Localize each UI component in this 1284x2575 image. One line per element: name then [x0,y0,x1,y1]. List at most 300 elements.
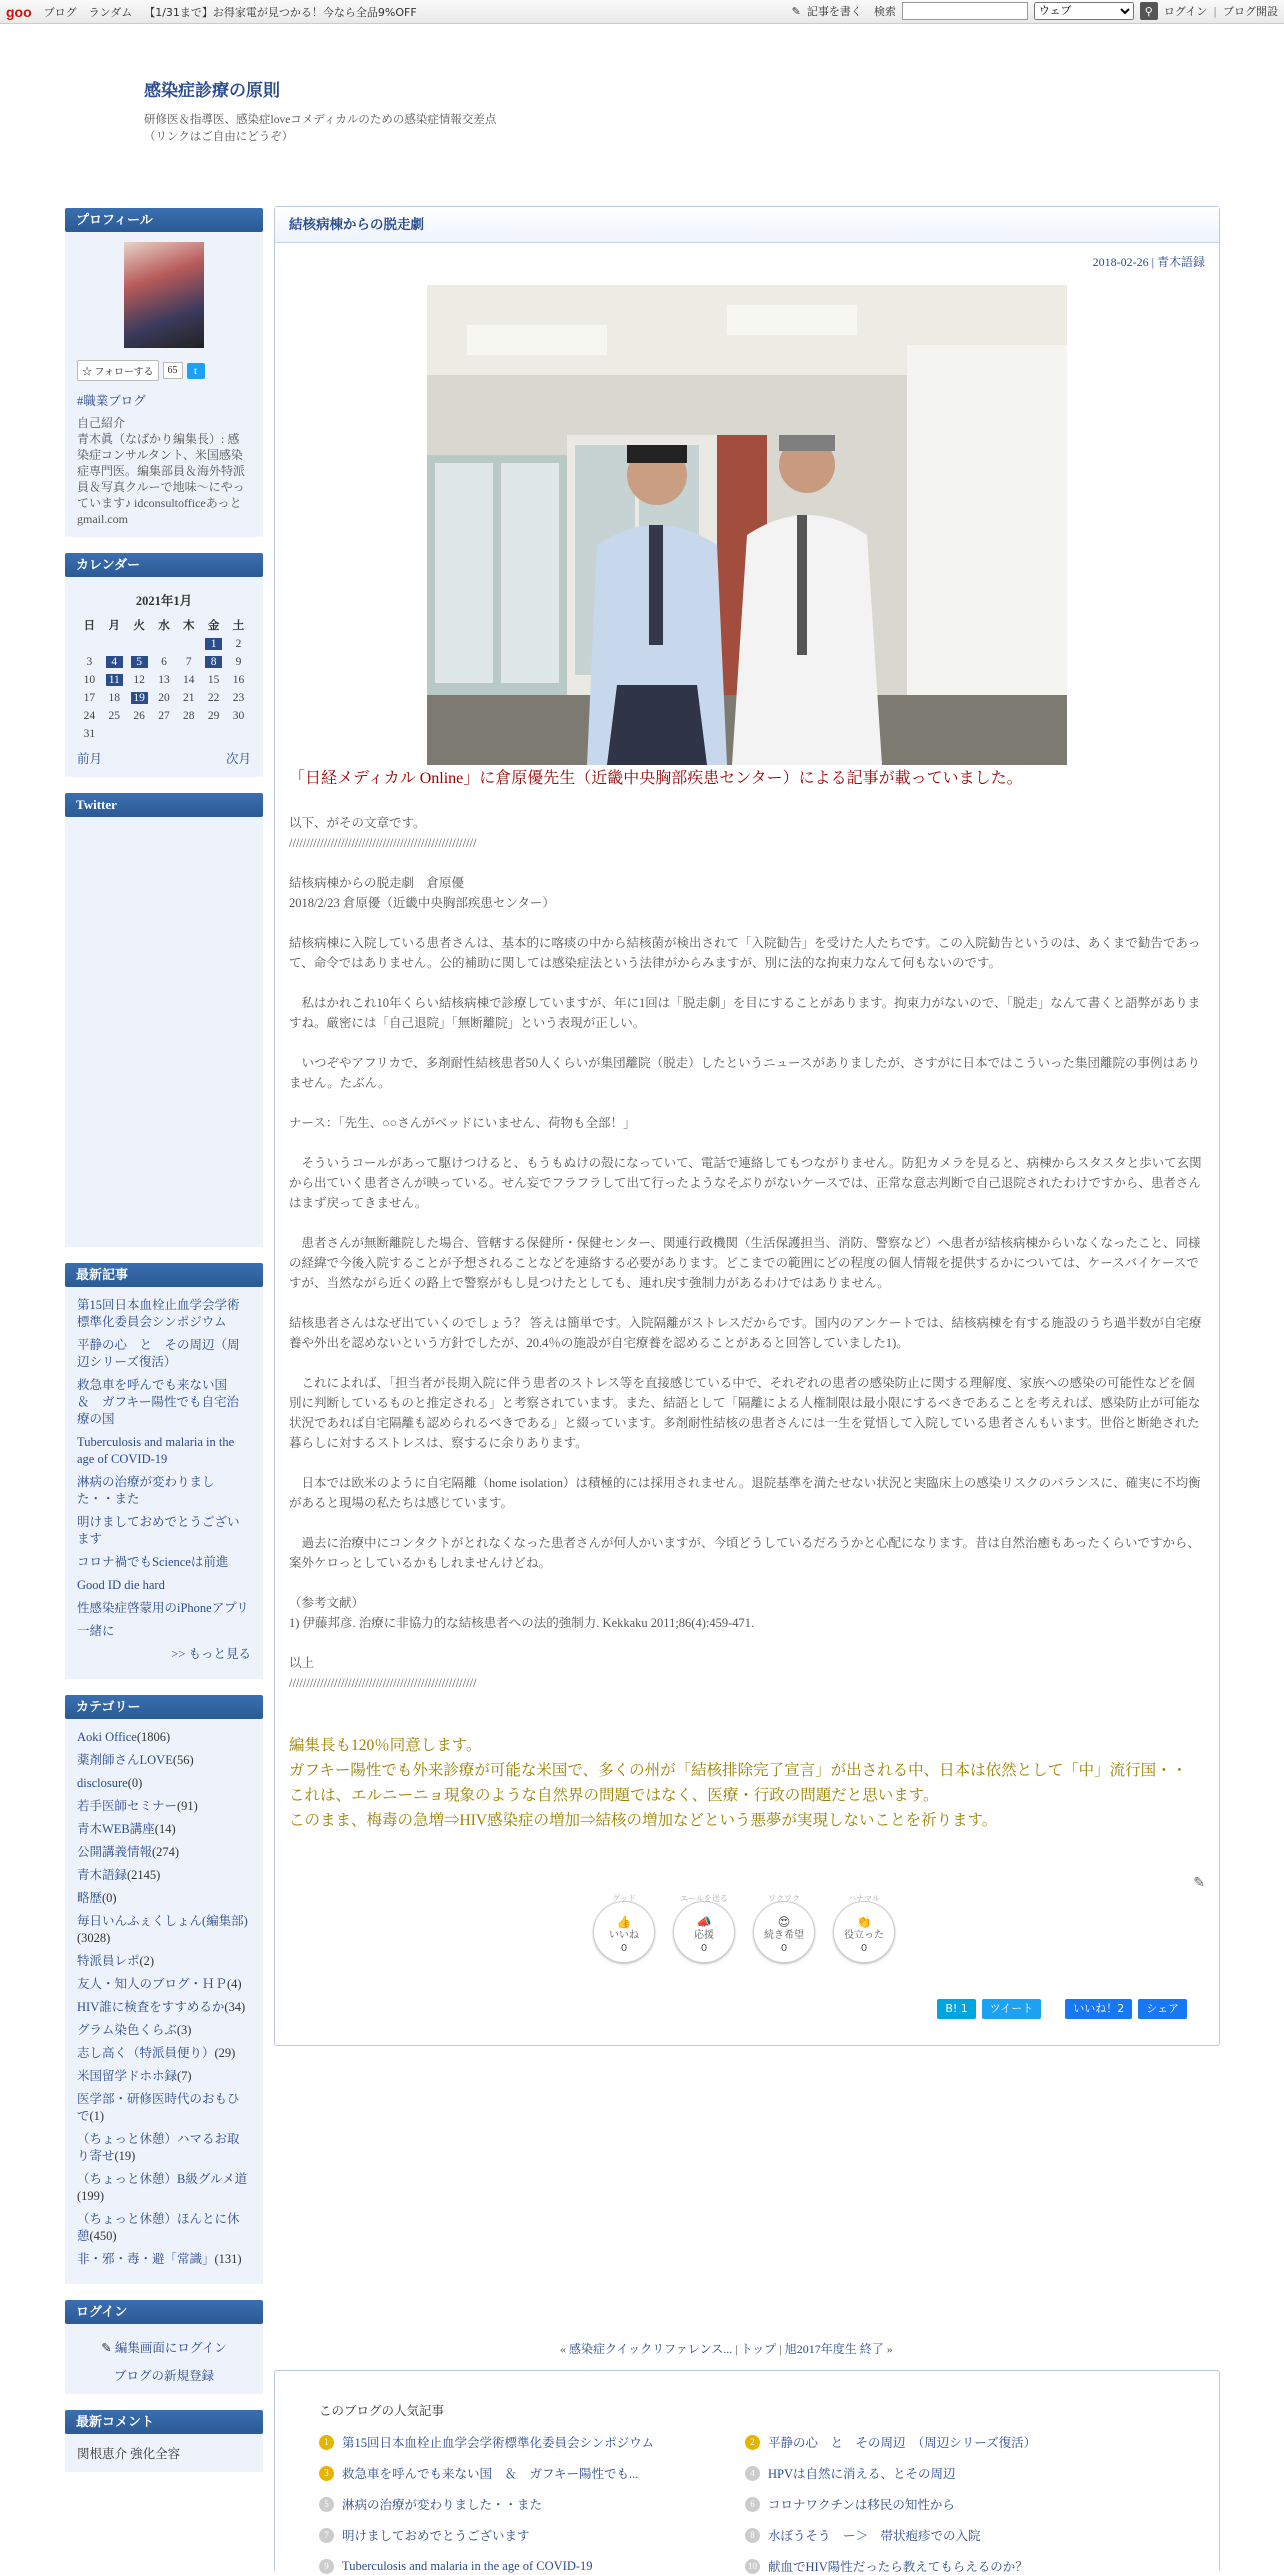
prev-post-link[interactable]: 感染症クイックリファレンス... [569,2342,733,2356]
blog-description-line: 研修医＆指導医、感染症loveコメディカルのための感染症情報交差点 [144,114,497,126]
recent-post-link[interactable]: 淋病の治療が変わりました・・また [77,1475,215,1506]
category-item [77,1867,251,1884]
article-paragraph [289,1573,1205,1593]
recent-post-link[interactable]: 明けましておめでとうございます [77,1515,240,1546]
calendar-day-number: 6 [161,656,167,668]
recent-post-link[interactable]: 救急車を呼んでも来ない国 ＆ ガフキー陽性でも自宅治療の国 [77,1378,240,1426]
article-date: 2018-02-26 [1092,255,1149,269]
category-link[interactable]: 若手医師セミナー [77,1799,178,1813]
calendar-day-number: 5 [131,656,148,668]
popular-list [319,2433,1175,2575]
reaction-caption: ワクワク [768,1894,800,1903]
reaction-count: 0 [860,1943,868,1954]
calendar-day-number: 22 [207,692,220,704]
follow-label: フォローする [94,367,154,378]
article-headline: 「日経メディカル Online」に倉原優先生（近畿中央胸部疾患センター）による記事が載っていました。 [289,770,1023,787]
popular-item [319,2526,745,2544]
category-item [77,1775,251,1792]
reaction-count: 0 [780,1943,788,1954]
calendar-day [102,707,127,725]
article-paragraph: 患者さんが無断離院した場合、管轄する保健所・保健センター、関連行政機関（生活保護担当、消防、警察など）へ患者が結核病棟からいなくなったこと、同様の経緯で今後入院することが予想されることなどを連絡する必要があります。どこまでの範囲にどの程度の個人情報を提供するかについては、ケースバイケースですが、当然ながら近くの路上で警察がもし見つけたとしても、連れ戻す強制力があるわけではありません。 [289,1236,1201,1290]
calendar-day [201,725,226,743]
category-count: (199) [77,2189,105,2203]
weekday-label: 水 [158,620,170,632]
article-paragraph [289,1033,1205,1053]
popular-item [745,2495,1171,2513]
article-paragraph: 1) 伊藤邦彦. 治療に非協力的な結核患者への法的強制力. Kekkaku 2011;86(4):459-471. [289,1616,755,1630]
search-icon[interactable]: ⚲ [1140,2,1158,20]
article-paragraph: 以下、がその文章です。 [289,816,426,830]
calendar-day [102,689,127,707]
weekday-label: 金 [207,620,220,632]
calendar-day-number: 19 [131,692,148,704]
heart-eyes-icon: 😍 [777,1915,791,1929]
calendar-day-number: 28 [183,710,195,722]
category-item [77,2022,251,2039]
rank-badge-icon: 6 [745,2497,760,2512]
category-link[interactable]: 青木語録 [77,1868,128,1882]
article-paragraph: ナース：「先生、○○さんがベッドにいません、荷物も全部！」 [289,1116,636,1130]
category-count: (450) [89,2229,117,2243]
category-count: (19) [114,2149,136,2163]
category-count: (3028) [77,1931,111,1945]
category-item [77,1798,251,1815]
calendar-day[interactable] [127,653,152,671]
article-paragraph: これによれば、「担当者が長期入院に伴う患者のストレス等を直接感じている中で、それぞれの患者の感染防止に関する理解度、家族への感染の可能性などを個別に判断しているものと推定される」と考察されています。また、結語として「隔離による人権制限は最小限にするべきであることを考えれば、感染防止が可能な状況であれば自宅隔離も認められるべきである」と綴っています。多剤耐性結核の患者さんには一生を覚悟して入院している患者さんもいます。世俗と断絶された暮らしに対するストレスは、察するに余りあります。 [289,1376,1201,1450]
popular-post-link[interactable]: 明けましておめでとうございます [342,2529,530,2543]
category-item [77,1729,251,1746]
comment-item[interactable]: 関根恵介 強化全容 [77,2447,181,2461]
category-count: (4) [227,1977,242,1991]
weekday-label: 火 [133,620,145,632]
calendar-day [152,653,177,671]
reaction-label: 続き希望 [764,1930,804,1941]
recent-post-link[interactable]: 第15回日本血栓止血学会学術標準化委員会シンポジウム [77,1298,240,1329]
facebook-share-button[interactable]: シェア [1138,1999,1187,2019]
login-heading: ログイン [65,2300,263,2324]
category-count: (0) [102,1891,117,1905]
nav-blog-link[interactable]: ブログ [43,5,77,19]
popular-post-link[interactable]: 救急車を呼んでも来ない国 ＆ ガフキー陽性でも... [342,2467,639,2481]
recent-post-link[interactable]: Tuberculosis and malaria in the age of COVID-19 [77,1435,235,1466]
article-paragraph: 結核病棟に入院している患者さんは、基本的に喀痰の中から結核菌が検出されて「入院勧告」を受けた人たちです。この入院勧告というのは、あくまで勧告であって、命令ではありません。公的補助に関しては感染症法という法律がからみますが、別に法的な拘束力なんて何もないのです。 [289,936,1201,970]
category-count: (29) [214,2046,236,2060]
rank-badge-icon: 7 [319,2528,334,2543]
calendar-day [77,707,102,725]
article-paragraph: 結核患者さんはなぜ出ていくのでしょう？ 答えは簡単です。入院隔離がストレスだからです。国内のアンケートでは、結核病棟を有する施設のうち過半数が自宅療養や外出を認めないという方針でしたが、20.4％の施設が自宅療養を認めることがあると回答していました1)。 [289,1316,1202,1350]
calendar-next-link[interactable]: 次月 [225,752,251,766]
article-meta: 2018-02-26 | 青木語録 [1092,255,1205,269]
promo-link[interactable]: 【1/31まで】お得家電が見つかる！今なら全品9%OFF [144,5,417,19]
category-count: (274) [152,1845,180,1859]
article-body [289,769,1205,1833]
popular-post-link[interactable]: 水ぼうそう ー＞ 帯状疱疹での入院 [768,2529,981,2543]
twitter-heading: Twitter [65,793,263,817]
more-link[interactable]: >> もっと見る [171,1647,251,1661]
category-link[interactable]: 米国留学ドホホ録 [77,2069,178,2083]
article-paragraph: ////////////////////////////////////////////////////// [289,836,477,850]
category-item [77,2251,251,2268]
category-item [77,1752,251,1769]
calendar-day [176,671,201,689]
goo-logo[interactable]: goo [6,3,32,20]
calendar-day-number: 24 [83,710,96,722]
comments-box [65,2434,263,2472]
sidebar [65,208,263,2472]
search-scope-select[interactable] [1034,2,1134,20]
calendar-day [77,725,102,743]
recent-post-link[interactable]: コロナ禍でもScienceは前進 [77,1555,229,1569]
editor-comment [289,1733,1205,1833]
reaction-count: 0 [620,1943,628,1954]
calendar-day[interactable] [102,671,127,689]
calendar-day-number: 4 [106,656,123,668]
editor-comment-line: これは、エルニーニョ現象のような自然界の問題ではなく、医療・行政の問題だと思います。 [289,1787,939,1804]
blog-title[interactable]: 感染症診療の原則 [144,81,280,100]
photo-two-men-talking [427,285,1067,765]
calendar-day [201,707,226,725]
calendar-day-number: 16 [232,674,245,686]
recent-post-link[interactable]: 性感染症啓蒙用のiPhoneアプリ [77,1601,249,1615]
category-item [77,2131,251,2165]
popular-item [745,2464,1171,2482]
rank-badge-icon: 9 [319,2559,334,2574]
calendar-day [152,707,177,725]
calendar-day-number: 8 [205,656,222,668]
thumbs-up-icon: 👍 [616,1915,632,1929]
post-pager: « 感染症クイックリファレンス... | トップ | 旭2017年度生 終了 » [560,2342,893,2356]
calendar-day [176,725,201,743]
calendar-day-number: 21 [183,692,195,704]
intro-label: 自己紹介 [77,416,126,430]
category-link[interactable]: 志し高く（特派員便り） [77,2046,215,2060]
reaction-label: いいね [609,1930,639,1941]
profile-heading: プロフィール [65,208,263,232]
calendar-day-number: 17 [83,692,96,704]
calendar-day [226,689,251,707]
calendar-day [152,689,177,707]
category-item [77,2211,251,2245]
popular-post-link[interactable]: 平静の心 と その周辺 （周辺シリーズ復活） [768,2436,1037,2450]
category-link[interactable]: （ちょっと休憩）ほんとに休憩 [77,2212,240,2243]
category-link[interactable]: Aoki Office [77,1730,137,1744]
twitter-widget [65,817,263,1247]
article-paragraph [289,913,1205,933]
calendar-day-number: 26 [133,710,145,722]
calendar-day [102,635,127,653]
article-paragraph [289,1353,1205,1373]
article-paragraph: 過去に治療中にコンタクトがとれなくなった患者さんが何人かいますが、今頃どうしているだろうかと心配になります。昔は自然治癒もあったくらいですから、案外ケロっとしているかもしれませんけどね。 [289,1536,1200,1570]
calendar-day-number: 13 [158,674,170,686]
recent-post-link[interactable]: 平静の心 と その周辺（周辺シリーズ復活） [77,1338,240,1369]
weekday-label: 木 [183,620,195,632]
rank-badge-icon: 5 [319,2497,334,2512]
popular-item [745,2433,1171,2451]
calendar-month: 2021年1月 [135,594,193,608]
category-link[interactable]: HIV誰に検査をすすめるか [77,2000,225,2014]
article-paragraph [289,1213,1205,1233]
popular-post-link[interactable]: HPVは自然に消える、とその周辺 [768,2467,956,2481]
category-count: (91) [177,1799,198,1813]
rank-badge-icon: 1 [319,2435,334,2450]
calendar-day-number: 31 [83,728,96,740]
article-paragraph: 私はかれこれ10年くらい結核病棟で診療していますが、年に1回は「脱走劇」を目にすることがあります。拘束力がないので、「脱走」なんて書くと語弊がありますね。厳密には「自己退院」「無断離院」という表現が正しい。 [289,996,1201,1030]
category-count: (56) [172,1753,194,1767]
reaction-button-4[interactable] [833,1894,895,1963]
share-buttons [937,1999,1187,2019]
article-paragraph [289,973,1205,993]
calendar-day [176,635,201,653]
popular-heading: このブログの人気記事 [319,2404,445,2418]
article-paragraph [289,1633,1205,1653]
category-link[interactable]: 非・邪・毒・避「常識」 [77,2252,215,2266]
calendar-day-number: 10 [83,674,96,686]
article-paragraph [289,1453,1205,1473]
facebook-like-button[interactable]: いいね！2 [1065,1999,1132,2019]
popular-item [745,2526,1171,2544]
recent-post-link[interactable]: 一緒に [77,1624,115,1638]
category-count: (1) [89,2109,105,2123]
pencil-icon: ✎ [101,2341,115,2355]
article-title[interactable]: 結核病棟からの脱走劇 [275,207,1219,243]
category-count: (0) [127,1776,143,1790]
popular-post-link[interactable]: 第15回日本血栓止血学会学術標準化委員会シンポジウム [342,2436,655,2450]
calendar-day-number: 2 [235,638,242,650]
category-link[interactable]: 薬剤師さんLOVE [77,1753,173,1767]
calendar-day-number: 29 [207,710,220,722]
calendar-day-number: 11 [106,674,123,686]
calendar-day [77,671,102,689]
calendar-day [226,725,251,743]
article-paragraph: 以上 [289,1656,315,1670]
category-link[interactable]: 友人・知人のブログ・ＨＰ [77,1977,228,1991]
popular-item [319,2495,745,2513]
category-item [77,1976,251,1993]
editor-comment-line: このまま、梅毒の急増⇒HIV感染症の増加⇒結核の増加などという悪夢が実現しないことを祈ります。 [289,1812,998,1829]
editor-login-link[interactable]: 編集画面にログイン [114,2341,227,2355]
category-item [77,1999,251,2016]
tag-link[interactable]: #職業ブログ [77,394,146,408]
calendar-day-number: 15 [207,674,220,686]
reaction-caption: ハナマル [848,1894,880,1903]
calendar-day [176,689,201,707]
article-paragraph: 2018/2/23 倉原優（近畿中央胸部疾患センター） [289,896,555,910]
category-count: (1806) [136,1730,171,1744]
category-item [77,2171,251,2205]
category-link[interactable]: 略歴 [77,1891,103,1905]
nav-random-link[interactable]: ランダム [88,5,133,19]
top-link[interactable]: トップ [740,2342,777,2356]
rank-badge-icon: 4 [745,2466,760,2481]
reaction-button-1[interactable] [593,1894,655,1963]
category-link[interactable]: disclosure [77,1776,128,1790]
blog-description [144,112,496,146]
calendar-day-number: 9 [235,656,242,668]
calendar-box [65,577,263,777]
login-link[interactable]: ログイン [1163,5,1208,18]
calendar-day [152,725,177,743]
category-count: (131) [214,2252,242,2266]
hatena-bookmark-button[interactable]: B! 1 [937,1999,975,2019]
calendar-day[interactable] [201,635,226,653]
popular-post-link[interactable]: Tuberculosis and malaria in the age of COVID-19 [342,2558,593,2573]
follow-button[interactable]: ☆ フォローする [77,360,159,381]
reaction-count: 0 [700,1943,708,1954]
calendar-day [127,635,152,653]
weekday-label: 月 [108,620,121,632]
category-item [77,1913,251,1947]
category-count: (2) [139,1954,155,1968]
calendar-day[interactable] [127,689,152,707]
category-item [77,2091,251,2125]
calendar-day [226,671,251,689]
rank-badge-icon: 10 [745,2559,760,2574]
article-category-link[interactable]: 青木語録 [1156,255,1205,269]
article-paragraph [289,1513,1205,1533]
twitter-icon[interactable]: t [187,363,205,379]
article-paragraph [289,853,1205,873]
popular-item [745,2557,1171,2575]
calendar-day [77,653,102,671]
calendar-day [226,635,251,653]
calendar-day [201,689,226,707]
category-link[interactable]: （ちょっと休憩）B級グルメ道 [77,2172,248,2186]
article-paragraph [289,1293,1205,1313]
weekday-label: 日 [83,620,96,632]
category-link[interactable]: 青木WEB講座 [77,1822,155,1836]
login-box [65,2324,263,2394]
write-post-link[interactable]: 記事を書く [806,5,862,18]
editor-comment-line: 編集長も120％同意します。 [289,1737,482,1754]
category-link[interactable]: （ちょっと休憩）ハマるお取り寄せ [77,2132,240,2163]
top-nav-bar: goo ブログ ランダム 【1/31まで】お得家電が見つかる！今なら全品9%OFF ✎ 記事を書く 検索 ウェブ ⚲ ログイン | ブログ開設 [0,0,1284,24]
calendar-day [226,653,251,671]
popular-item [319,2557,745,2575]
popular-posts [274,2370,1220,2574]
calendar-day-number: 27 [158,710,170,722]
article-paragraph: ////////////////////////////////////////////////////// [289,1676,477,1690]
category-link[interactable]: 毎日いんふぇくしょん(編集部) [77,1914,248,1928]
editor-comment-line: ガフキー陽性でも外来診療が可能な米国で、多くの州が「結核排除完了宣言」が出される中、日本は依然として「中」流行国・・ [289,1762,1188,1779]
clap-icon: 👏 [856,1915,872,1929]
category-item [77,1821,251,1838]
popular-item [319,2464,745,2482]
register-link[interactable]: ブログの新規登録 [113,2369,214,2383]
category-count: (34) [224,2000,246,2014]
rank-badge-icon: 2 [745,2435,760,2450]
category-item [77,1890,251,1907]
profile-box [65,232,263,537]
reaction-label: 役立った [844,1930,884,1941]
reaction-button-2[interactable] [673,1894,735,1963]
calendar-day[interactable] [102,653,127,671]
category-item [77,1953,251,1970]
avatar [124,242,204,348]
recent-heading: 最新記事 [65,1263,263,1287]
calendar-day-number: 30 [232,710,245,722]
category-link[interactable]: グラム染色くらぶ [77,2023,177,2037]
edit-pencil-icon[interactable]: ✎ [1193,1875,1205,1891]
reaction-button-3[interactable] [753,1894,815,1963]
calendar-day-number: 1 [205,638,222,650]
calendar-day [176,653,201,671]
popular-post-link[interactable]: コロナワクチンは移民の知性から [768,2498,955,2512]
calendar-prev-link[interactable]: 前月 [77,752,103,766]
calendar-heading: カレンダー [65,553,263,577]
calendar-day [127,707,152,725]
recent-post-link[interactable]: Good ID die hard [77,1578,165,1592]
intro-text: 青木眞（なばかり編集長）: 感染症コンサルタント、米国感染症専門医。編集部員＆海外特派員＆写真クルーで地味～にやっています♪ idconsultofficeあっとgmail.com [77,432,246,526]
search-label: 検索 [873,5,896,18]
open-blog-link[interactable]: ブログ開設 [1223,5,1278,18]
next-post-link[interactable]: 旭2017年度生 終了 [784,2342,884,2356]
reaction-label: 応援 [694,1930,714,1941]
calendar-day [127,725,152,743]
article-paragraphs [289,813,1205,1693]
weekday-label: 土 [232,620,245,632]
reaction-buttons [593,1894,895,1963]
calendar-day [152,635,177,653]
calendar-day [102,725,127,743]
article-photo [427,285,1067,765]
popular-item [319,2433,745,2451]
follow-count: 65 [163,362,183,379]
category-item [77,2045,251,2062]
megaphone-icon: 📣 [696,1915,712,1929]
rank-badge-icon: 3 [319,2466,334,2481]
calendar-day-number: 12 [133,674,145,686]
article-paragraph: いつぞやアフリカで、多剤耐性結核患者50人くらいが集団離院（脱走）したというニュースがありましたが、さすがに日本ではこういった集団離院の事例はありません。たぶん。 [289,1056,1201,1090]
category-count: (2145) [127,1868,161,1882]
popular-post-link[interactable]: 献血でHIV陽性だったら教えてもらえるのか？ [768,2560,1028,2574]
article-paragraph: そういうコールがあって駆けつけると、もうもぬけの殻になっていて、電話で連絡してもつながりません。防犯カメラを見ると、病棟からスタスタと歩いて玄関から出ていく患者さんが映っている。せん妄でフラフラして出て行ったようなそぶりがないケースでは、正常な意志判断で自己退院されたわけですから、患者さんはまず戻ってきません。 [289,1156,1202,1210]
comments-heading: 最新コメント [65,2410,263,2434]
popular-post-link[interactable]: 淋病の治療が変わりました・・また [342,2498,543,2512]
category-link[interactable]: 医学部・研修医時代のおもひで [77,2092,240,2123]
category-link[interactable]: 公開講義情報 [77,1845,153,1859]
calendar-day [77,689,102,707]
category-link[interactable]: 特派員レポ [77,1954,140,1968]
calendar-day[interactable] [201,653,226,671]
recent-posts [65,1287,263,1679]
article-paragraph: （参考文献） [289,1596,365,1610]
calendar-day-number: 7 [185,656,192,668]
calendar-day [226,707,251,725]
calendar-day-number: 3 [86,656,93,668]
tweet-button[interactable]: ツイート [982,1999,1041,2019]
article-panel [274,206,1220,2046]
calendar-table [77,615,251,743]
category-count: (14) [154,1822,176,1836]
calendar-day-number: 18 [108,692,121,704]
blog-description-line: （リンクはご自由にどうぞ） [144,131,294,143]
category-heading: カテゴリー [65,1695,263,1719]
calendar-day-number: 20 [158,692,170,704]
category-item [77,2068,251,2085]
article-paragraph: 日本では欧米のように自宅隔離（home isolation）は積極的には採用されません。退院基準を満たせない状況と実臨床上の感染リスクのバランスに、確実に不均衡があると現場の私たちは感じています。 [289,1476,1201,1510]
category-list [65,1719,263,2284]
calendar-day [152,671,177,689]
reaction-caption: グッド [612,1894,636,1903]
calendar-day [201,671,226,689]
category-count: (3) [176,2023,192,2037]
calendar-day-number: 14 [183,674,195,686]
article-paragraph: 結核病棟からの脱走劇 倉原優 [289,876,465,890]
search-input[interactable] [902,2,1028,20]
calendar-day-number: 23 [232,692,245,704]
category-count: (7) [177,2069,192,2083]
calendar-day [176,707,201,725]
